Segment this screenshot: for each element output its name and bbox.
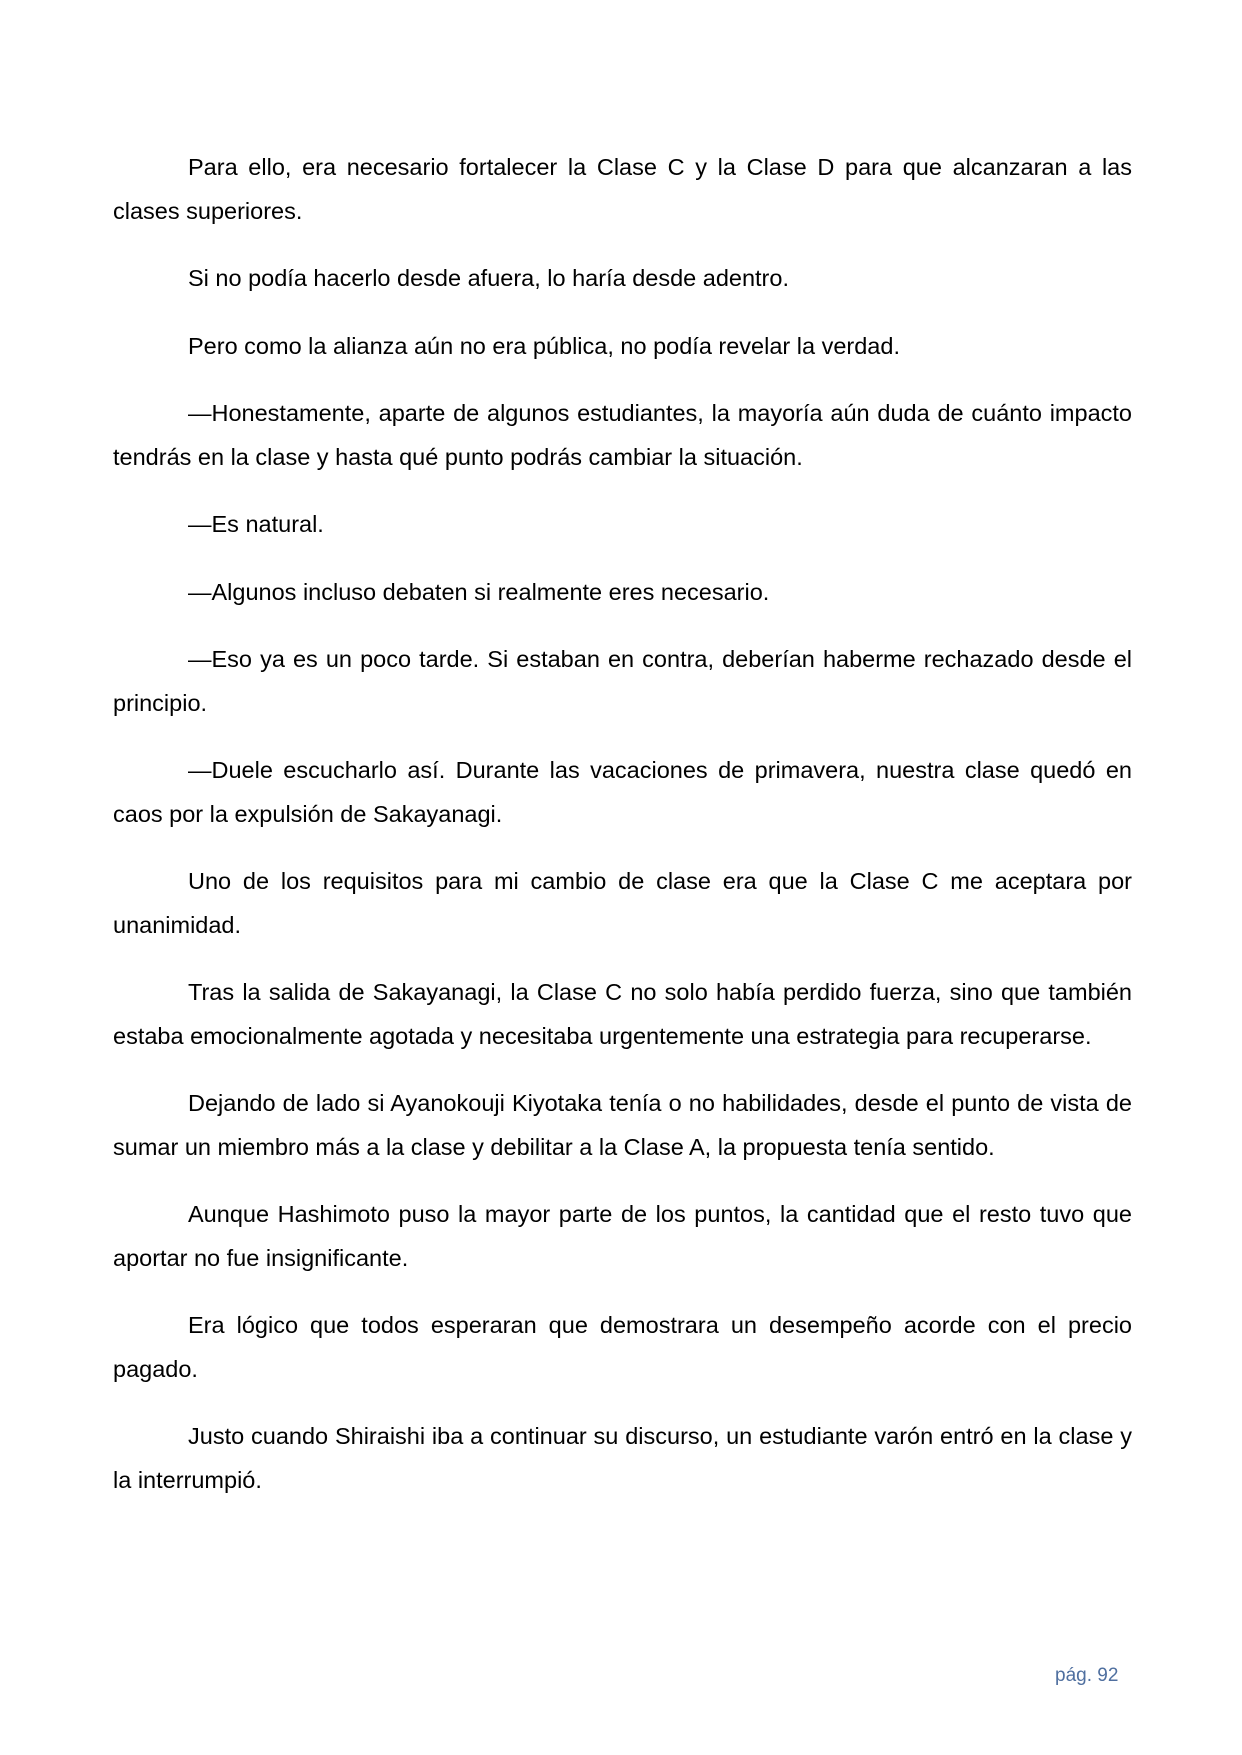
paragraph: Pero como la alianza aún no era pública, no podía revelar la verdad. <box>188 332 900 359</box>
paragraph: —Es natural. <box>188 511 324 537</box>
paragraph: —Honestamente, aparte de algunos estudiantes, la mayoría aún duda de cuánto impacto tendrás en la clase y hasta qué punto podrás cambiar la situación. <box>113 400 1132 470</box>
paragraph: —Algunos incluso debaten si realmente eres necesario. <box>188 578 770 605</box>
paragraph: Aunque Hashimoto puso la mayor parte de los puntos, la cantidad que el resto tuvo que aportar no fue insignificante. <box>113 1201 1132 1271</box>
paragraph: Si no podía hacerlo desde afuera, lo haría desde adentro. <box>188 265 789 291</box>
paragraph: Para ello, era necesario fortalecer la Clase C y la Clase D para que alcanzaran a las clases superiores. <box>113 154 1132 224</box>
paragraph: —Eso ya es un poco tarde. Si estaban en contra, deberían haberme rechazado desde el principio. <box>113 646 1132 716</box>
paragraph: Dejando de lado si Ayanokouji Kiyotaka tenía o no habilidades, desde el punto de vista de sumar un miembro más a la clase y debilitar a la Clase A, la propuesta tenía sentido. <box>113 1090 1132 1160</box>
paragraph: Justo cuando Shiraishi iba a continuar su discurso, un estudiante varón entró en la clase y la interrumpió. <box>113 1423 1132 1493</box>
paragraph: Era lógico que todos esperaran que demostrara un desempeño acorde con el precio pagado. <box>113 1312 1132 1382</box>
paragraph: Tras la salida de Sakayanagi, la Clase C no solo había perdido fuerza, sino que también estaba emocionalmente agotada y necesitaba urgentemente una estrategia para recuperarse. <box>113 979 1132 1049</box>
page-number: pág. 92 <box>1055 1665 1119 1686</box>
body-text <box>113 146 1132 1526</box>
paragraph: —Duele escucharlo así. Durante las vacaciones de primavera, nuestra clase quedó en caos por la expulsión de Sakayanagi. <box>113 757 1132 827</box>
paragraph: Uno de los requisitos para mi cambio de clase era que la Clase C me aceptara por unanimidad. <box>113 868 1132 938</box>
